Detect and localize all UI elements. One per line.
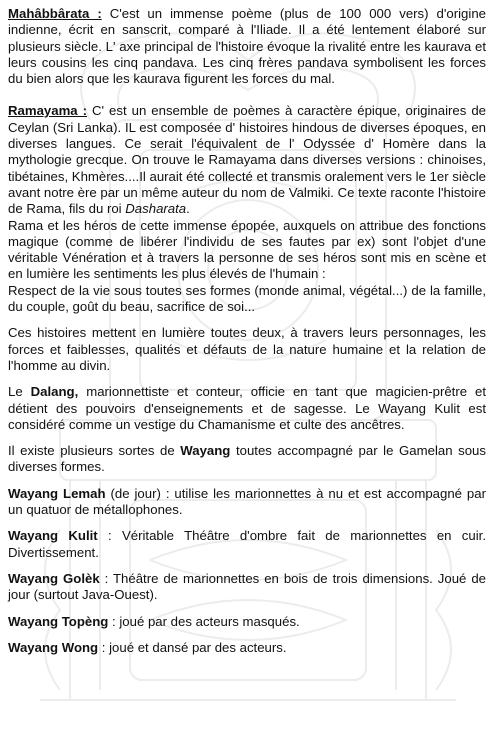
paragraph-dalang — [8, 384, 486, 433]
term-wayang-golek: Wayang Golèk — [8, 570, 100, 586]
paragraph-wayang-kulit — [8, 528, 486, 561]
paragraph-ramayana-3: Respect de la vie sous toutes ses formes (monde animal, végétal...) de la famille, du couple, goût du beau, sacrifice de soi... — [8, 282, 486, 315]
paragraph-stories: Ces histoires mettent en lumière toutes deux, à travers leurs personnages, les forces et faiblesses, qualités et défauts de la nature humaine et la relation de l'homme au divin. — [8, 325, 486, 373]
paragraph-wayang-topeng — [8, 614, 486, 630]
paragraph-ramayana-2: Rama et les héros de cette immense épopée, auxquels on attribue des fonctions magique (comme de libérer l'individu de ses fautes par ex) sont l'objet d'une véritable Vénération et à travers la personne de ses héros sont mis en scène et en lumière les sentiments les plus élevés de l'humain : — [8, 217, 486, 282]
paragraph-wayang-lemah — [8, 486, 486, 519]
wayang-golek-text: : Théâtre de marionnettes en bois de trois dimensions. Joué de jour (surtout Java-Ouest). — [8, 570, 486, 603]
term-wayang: Wayang — [180, 443, 231, 459]
ramayana-text-end: . — [186, 201, 190, 217]
dalang-after: marionnettiste et conteur, officie en tant que magicien-prêtre et détient des pouvoirs d'enseignements et de sagesse. Le Wayang Kulit est considéré comme un vestige du Chamanisme et culte des ancêtres. — [8, 384, 486, 432]
term-dalang: Dalang, — [30, 384, 79, 400]
term-wayang-topeng: Wayang Topèng — [8, 613, 109, 629]
ramayana-italic-name: Dasharata — [125, 201, 187, 217]
wayang-topeng-text: : joué par des acteurs masqués. — [108, 613, 300, 629]
wayang-wong-text: : joué et dansé par des acteurs. — [98, 639, 287, 655]
term-ramayana: Ramayama : — [8, 103, 88, 119]
dalang-before: Le — [8, 384, 31, 400]
wayang-kulit-text: : Véritable Théâtre d'ombre fait de marionnettes en cuir. Divertissement. — [8, 528, 486, 560]
paragraph-sorts — [8, 443, 486, 476]
ramayana-text: C' est un ensemble de poèmes à caractère épique, originaires de Ceylan (Sri Lanka). IL est composée d' histoires hindous de diverses époques, en diverses langues. Ce serait l'équivalent de l' Odyssée d' Homère dans la mythologie grecque. On trouve le Ramayama dans diverses versions : chinoises, tibétaines, Khmères....Il aurait été collecté et transmis oralement vers le 1er siècle avant notre ère par un même auteur du nom de Valmiki. Ce texte raconte l'histoire de Rama, fils du roi — [8, 103, 487, 217]
sorts-before: Il existe plusieurs sortes de — [8, 443, 181, 459]
mahabharata-text: C'est un immense poème (plus de 100 000 vers) d'origine indienne, écrit en sanscrit, comparé à l'Iliade. Il a été lentement élaboré sur plusieurs siècle. L' axe principal de l'histoire évoque la rivalité entre les kaurava et leurs cousins les cinq pandava. Les cinq frères pandava symbolisent les forces du bien alors que les kaurava figurent les forces du mal. — [8, 6, 486, 87]
paragraph-wayang-golek — [8, 571, 486, 604]
document-body — [8, 6, 486, 656]
wayang-lemah-text: (de jour) : utilise les marionnettes à nu et est accompagné par un quatuor de métallophones. — [8, 485, 486, 518]
paragraph-mahabharata — [8, 6, 486, 87]
term-wayang-kulit: Wayang Kulit — [8, 528, 98, 544]
term-wayang-lemah: Wayang Lemah — [8, 485, 106, 501]
paragraph-ramayana — [8, 103, 486, 217]
paragraph-wayang-wong — [8, 640, 486, 656]
term-mahabharata: Mahâbbârata : — [8, 6, 102, 21]
sorts-after: toutes accompagné par le Gamelan sous diverses formes. — [8, 443, 486, 475]
term-wayang-wong: Wayang Wong — [8, 639, 99, 655]
